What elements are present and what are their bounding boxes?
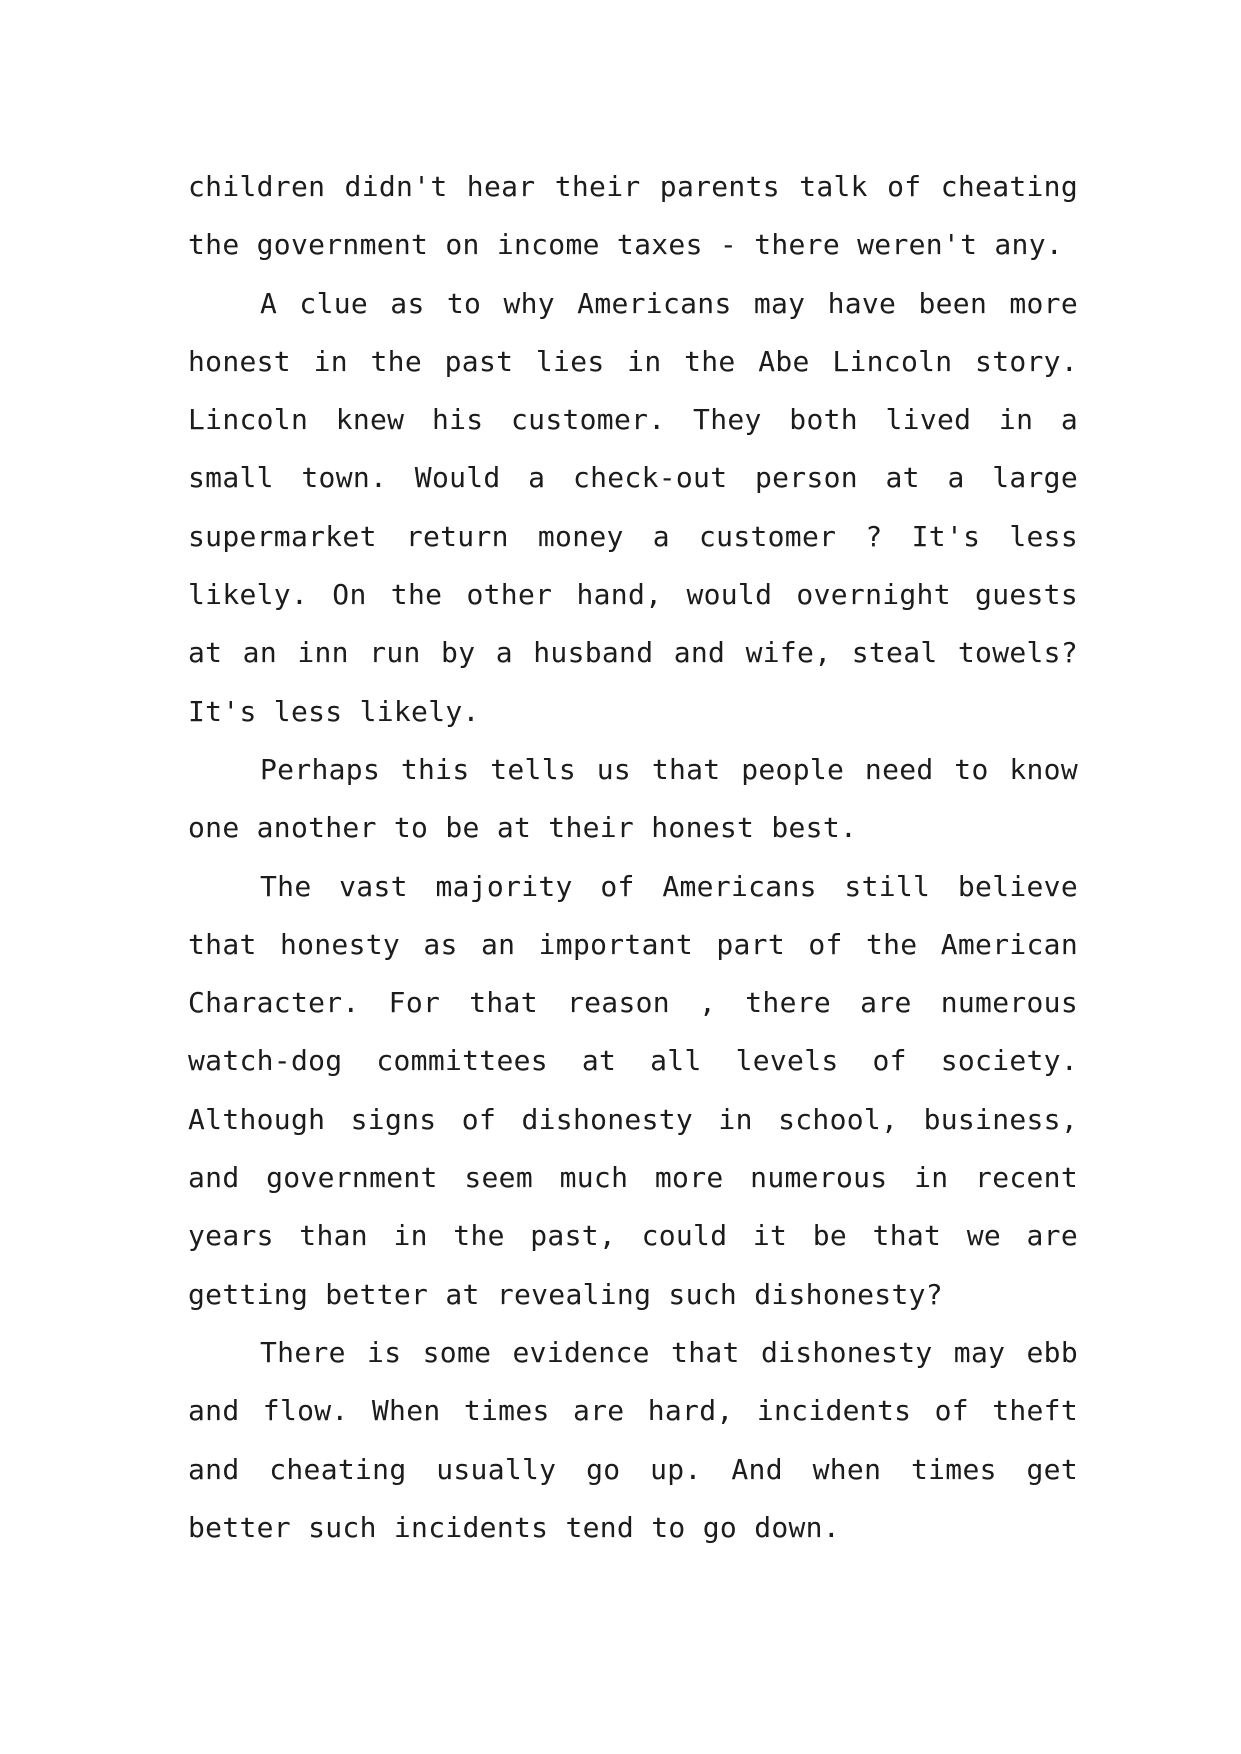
paragraph-1: children didn't hear their parents talk of cheating the government on income taxes - there weren't any. xyxy=(188,170,1078,262)
paragraph-3: Perhaps this tells us that people need to know one another to be at their honest best. xyxy=(188,752,1078,845)
paragraph-4: The vast majority of Americans still believe that honesty as an important part of the American Character. For that reason , there are numerous watch-dog committees at all levels of society. Although signs of dishonesty in school, business, and government seem much more numerous in recent years than in the past, could it be that we are getting better at revealing such dishonesty? xyxy=(188,869,1078,1311)
paragraph-5: There is some evidence that dishonesty may ebb and flow. When times are hard, incidents of theft and cheating usually go up. And when times get better such incidents tend to go down. xyxy=(188,1335,1078,1544)
paragraph-2: A clue as to why Americans may have been more honest in the past lies in the Abe Lincoln story. Lincoln knew his customer. They both lived in a small town. Would a check-out person at a large supermarket return money a customer ? It's less likely. On the other hand, would overnight guests at an inn run by a husband and wife, steal towels? It's less likely. xyxy=(188,286,1078,728)
document-page xyxy=(188,158,1078,1557)
